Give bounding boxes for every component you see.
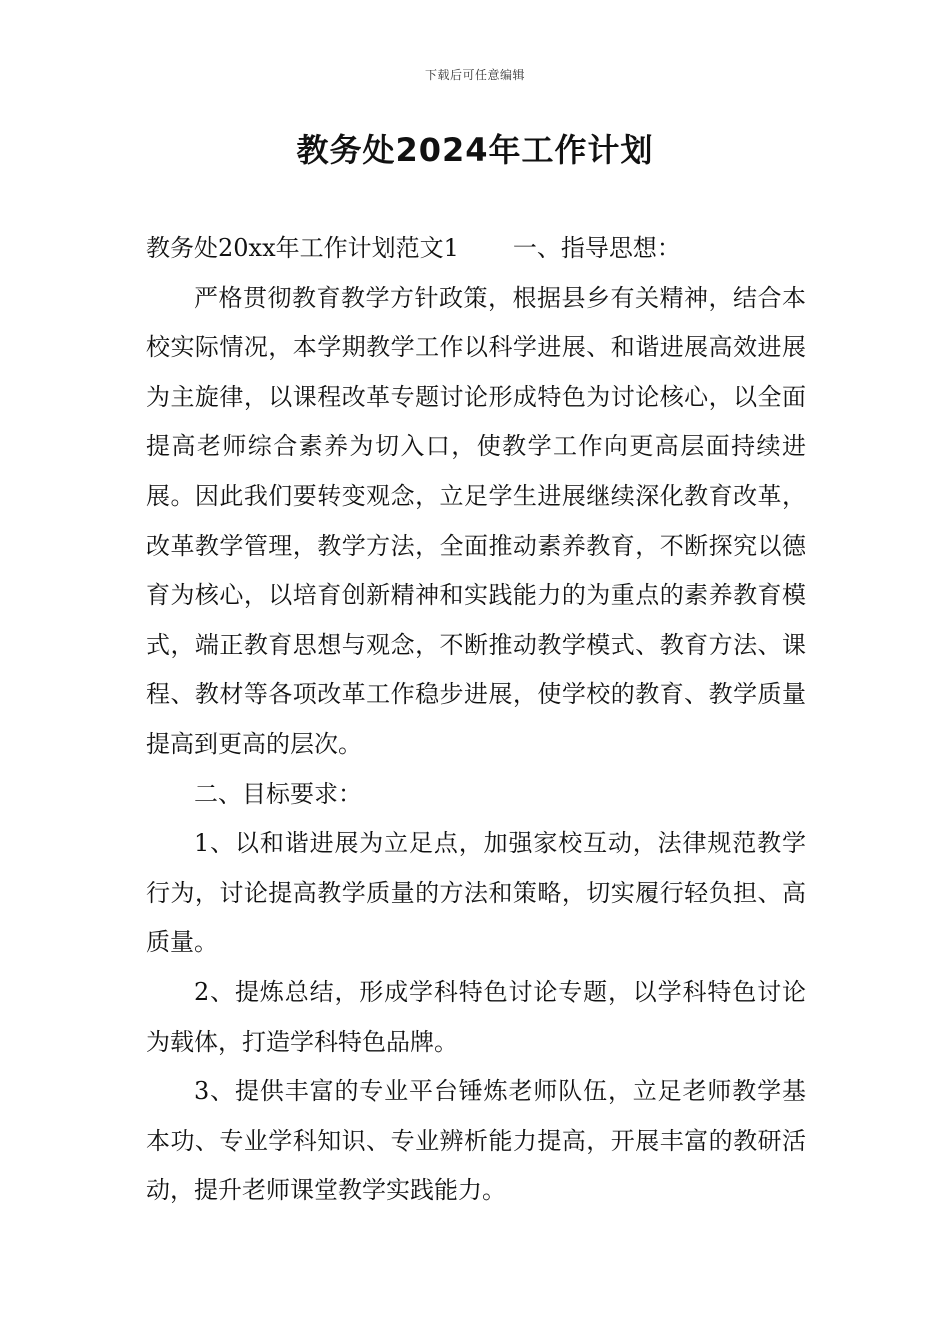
document-title: 教务处2024年工作计划 [296, 131, 654, 169]
document-body [146, 224, 806, 1216]
intro-right-text: 一、指导思想： [512, 234, 681, 262]
paragraph-goal-2: 2、提炼总结，形成学科特色讨论专题，以学科特色讨论为载体，打造学科特色品牌。 [146, 977, 806, 1056]
paragraph-goal-1: 1、以和谐进展为立足点，加强家校互动，法律规范教学行为，讨论提高教学质量的方法和策略，切实履行轻负担、高质量。 [146, 829, 806, 957]
paragraph-guiding-ideas: 严格贯彻教育教学方针政策，根据县乡有关精神，结合本校实际情况，本学期教学工作以科学进展、和谐进展高效进展为主旋律，以课程改革专题讨论形成特色为讨论核心，以全面提高老师综合素养为切入口，使教学工作向更高层面持续进展。因此我们要转变观念，立足学生进展继续深化教育改革，改革教学管理，教学方法，全面推动素养教育，不断探究以德育为核心，以培育创新精神和实践能力的为重点的素养教育模式，端正教育思想与观念，不断推动教学模式、教育方法、课程、教材等各项改革工作稳步进展，使学校的教育、教学质量提高到更高的层次。 [146, 283, 806, 758]
intro-line [146, 224, 806, 274]
header-note: 下载后可任意编辑 [424, 68, 525, 82]
intro-left-text: 教务处20xx年工作计划范文1 [146, 234, 459, 262]
section-heading-goals: 二、目标要求： [194, 779, 362, 808]
paragraph-goal-3: 3、提供丰富的专业平台锤炼老师队伍，立足老师教学基本功、专业学科知识、专业辨析能力提高，开展丰富的教研活动，提升老师课堂教学实践能力。 [146, 1077, 806, 1205]
